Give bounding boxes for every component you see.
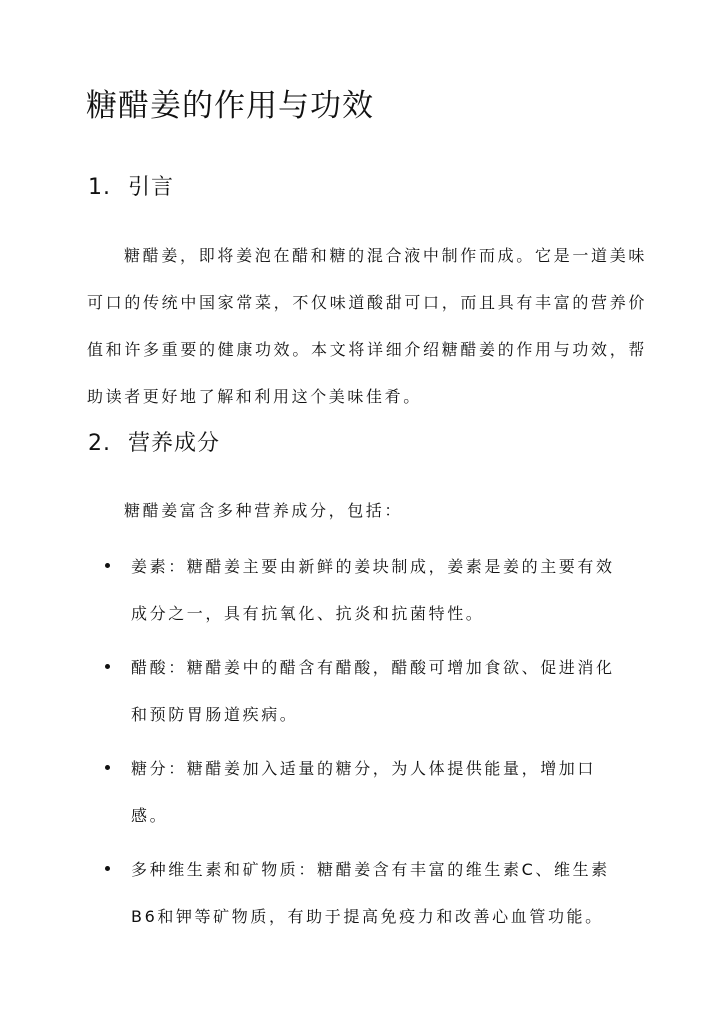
list-item <box>0 745 720 839</box>
section-heading-nutrition <box>88 427 220 461</box>
bullet-dot-icon <box>105 866 110 871</box>
section-heading-introduction <box>88 171 174 205</box>
list-item-text: 姜素：糖醋姜主要由新鲜的姜块制成，姜素是姜的主要有效成分之一，具有抗氧化、抗炎和抗菌特性。 <box>131 557 615 623</box>
introduction-paragraph: 糖醋姜，即将姜泡在醋和糖的混合液中制作而成。它是一道美味可口的传统中国家常菜，不仅味道酸甜可口，而且具有丰富的营养价值和许多重要的健康功效。本文将详细介绍糖醋姜的作用与功效，帮助读者更好地了解和利用这个美味佳肴。 <box>87 246 647 406</box>
nutrition-intro-paragraph: 糖醋姜富含多种营养成分，包括： <box>124 501 404 520</box>
list-item-text: 多种维生素和矿物质：糖醋姜含有丰富的维生素C、维生素B6和钾等矿物质，有助于提高免疫力和改善心血管功能。 <box>131 860 610 926</box>
bullet-dot-icon <box>105 664 110 669</box>
list-item <box>0 846 720 940</box>
list-item-text: 醋酸：糖醋姜中的醋含有醋酸，醋酸可增加食欲、促进消化和预防胃肠道疾病。 <box>131 658 615 724</box>
section-title: 引言 <box>128 175 175 200</box>
document-title: 糖醋姜的作用与功效 <box>86 88 374 124</box>
list-item <box>0 644 720 738</box>
list-item-text: 糖分：糖醋姜加入适量的糖分，为人体提供能量，增加口感。 <box>131 759 597 825</box>
section-number: 2. <box>88 431 111 456</box>
nutrient-list <box>0 543 720 947</box>
bullet-dot-icon <box>105 563 110 568</box>
section-number: 1. <box>88 175 111 200</box>
bullet-dot-icon <box>105 765 110 770</box>
section-title: 营养成分 <box>128 431 221 456</box>
list-item <box>0 543 720 637</box>
